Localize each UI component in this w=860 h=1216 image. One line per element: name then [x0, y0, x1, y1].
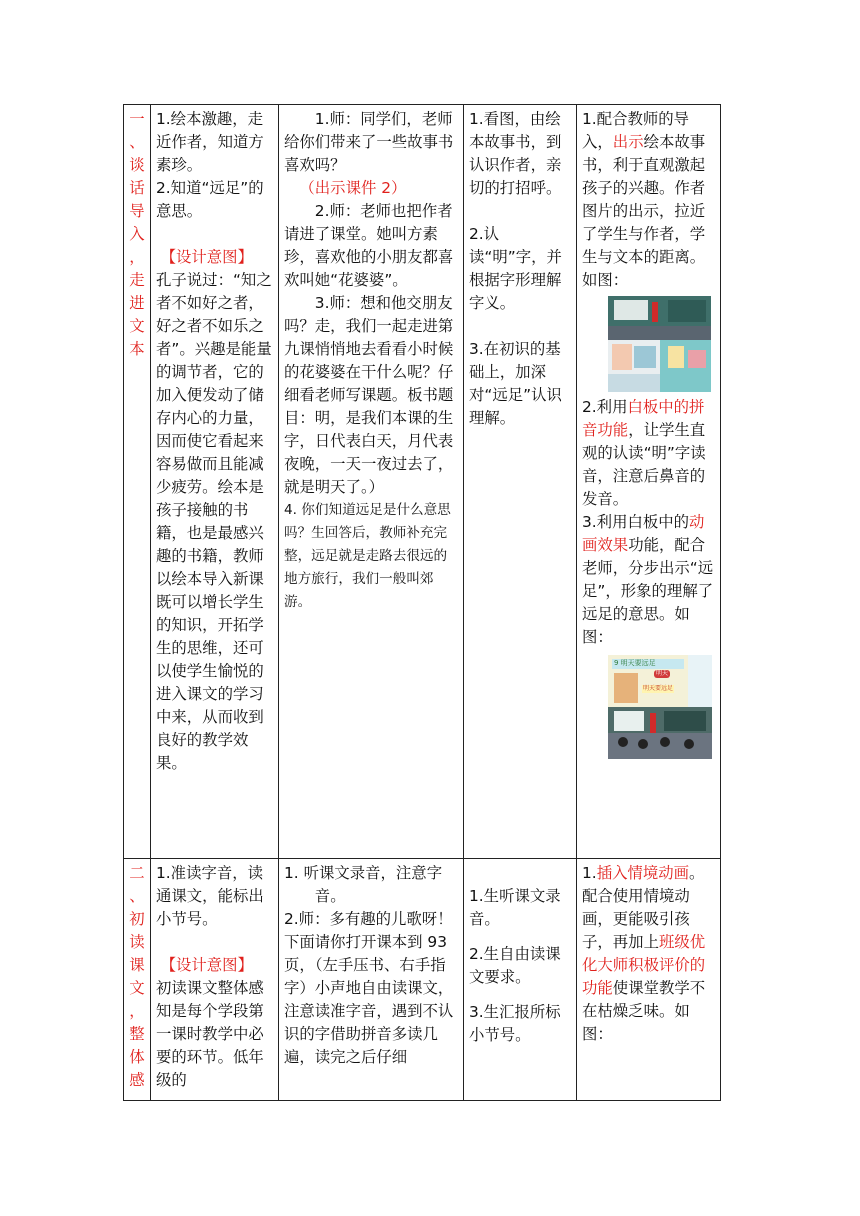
goals-cell: [151, 859, 279, 1101]
media-note: 1.插入情境动画。配合使用情境动画，更能吸引孩子，再加上班级优化大师积极评价的功能使课堂教学不在枯燥乏味。如图：: [582, 864, 706, 1043]
media-note: 2.利用白板中的拼音功能，让学生直观的认读“明”字读音，注意后鼻音的发音。: [582, 398, 706, 508]
stage-char: 本: [129, 340, 145, 358]
table-row: [124, 105, 721, 859]
stage-char: 走: [129, 271, 145, 289]
student-cell: [464, 105, 577, 859]
media-note: 1.配合教师的导入，出示绘本故事书，利于直观激起孩子的兴趣。作者图片的出示，拉近了学生与作者，学生与文本的距离。如图：: [582, 110, 706, 289]
stage-cell: [124, 105, 151, 859]
goal-item: 1.绘本激趣，走近作者，知道方素珍。: [156, 110, 264, 174]
stage-char: ，: [129, 1002, 145, 1020]
stage-char: 话: [129, 179, 145, 197]
student-activity: 3.在初识的基础上，加深对“远足”认识理解。: [469, 340, 562, 427]
stage-char: 课: [129, 956, 145, 974]
stage-char: 整: [129, 1025, 145, 1043]
goals-cell: [151, 105, 279, 859]
student-activity: 3.生汇报所标小节号。: [469, 1003, 561, 1044]
design-intent-heading: 【设计意图】: [160, 956, 253, 974]
stage-char: 体: [129, 1048, 145, 1066]
stage-char: 一: [129, 110, 145, 128]
teacher-step: 4. 你们知道远足是什么意思吗？生回答后，教师补充完整，远足就是走路去很远的地方旅行，我们一般叫郊游。: [284, 502, 451, 610]
design-intent-heading: 【设计意图】: [160, 248, 253, 266]
slide-title: 9 明天要远足: [614, 659, 656, 667]
stage-char: 入: [129, 225, 145, 243]
stage-char: 文: [129, 979, 145, 997]
teacher-step: 1.师：同学们，老师给你们带来了一些故事书喜欢吗？: [284, 110, 454, 174]
goal-item: 2.知道“远足”的意思。: [156, 179, 264, 220]
lesson-plan-table: [123, 104, 721, 1101]
teacher-step: 2.师：多有趣的儿歌呀！下面请你打开课本到 93 页，（左手压书、右手指字）小声地自由读课文，注意读准字音，遇到不认识的字借助拼音多读几遍，读完之后仔细: [284, 910, 454, 1066]
design-intent-text: 孔子说过：“知之者不如好之者，好之者不如乐之者”。兴趣是能量的调节者，它的加入便发动了储存内心的力量，因而使它看起来容易做而且能减少疲劳。绘本是孩子接触的书籍，也是最感兴趣的书籍，教师以绘本导入新课既可以增长学生的知识，开拓学生的思维，还可以使学生愉悦的进入课文的学习中来，从而收到良好的教学效果。: [156, 271, 272, 772]
goal-item: 1.准读字音，读通课文，能标出小节号。: [156, 864, 264, 928]
student-activity: 2.认读“明”字，并根据字形理解字义。: [469, 225, 562, 312]
courseware-note: （出示课件 2）: [299, 179, 407, 197]
stage-char: 谈: [129, 156, 145, 174]
stage-cell: [124, 859, 151, 1101]
courseware-slide-photo: [608, 655, 712, 759]
stage-char: 初: [129, 910, 145, 928]
media-cell: [577, 105, 721, 859]
media-cell: [577, 859, 721, 1101]
stage-char: 读: [129, 933, 145, 951]
media-note: 3.利用白板中的动画效果功能，配合老师，分步出示“远足”，形象的理解了远足的意思。如图：: [582, 513, 714, 646]
stage-char: 、: [129, 133, 145, 151]
teacher-step: 2.师：老师也把作者请进了课堂。她叫方素珍，喜欢他的小朋友都喜欢叫她“花婆婆”。: [284, 202, 454, 289]
student-activity: 1.生听课文录音。: [469, 887, 561, 928]
design-intent-text: 初读课文整体感知是每个学段第一课时教学中必要的环节。低年级的: [156, 979, 264, 1089]
stage-char: 导: [129, 202, 145, 220]
student-activity: 1.看图，由绘本故事书，到认识作者，亲切的打招呼。: [469, 110, 562, 197]
teacher-step: 3.师：想和他交朋友吗？走，我们一起走进第九课悄悄地去看看小时候的花婆婆在干什么呢？仔细看老师写课题。板书题目：明，是我们本课的生字，日代表白天，月代表夜晚，一天一夜过去了，就是明天了。）: [284, 294, 454, 496]
table-row: [124, 859, 721, 1101]
stage-char: ，: [129, 248, 145, 266]
stage-char: 、: [129, 887, 145, 905]
slide-word: 明天要远足: [643, 685, 674, 692]
student-cell: [464, 859, 577, 1101]
teacher-cell: [279, 105, 464, 859]
teacher-step: 1. 听课文录音，注意字音。: [284, 864, 443, 905]
stage-char: 感: [129, 1071, 145, 1089]
stage-char: 二: [129, 864, 145, 882]
student-activity: 2.生自由读课文要求。: [469, 945, 561, 986]
slide-badge: 明天: [656, 670, 669, 677]
stage-char: 文: [129, 317, 145, 335]
teacher-cell: [279, 859, 464, 1101]
stage-char: 进: [129, 294, 145, 312]
classroom-photo-collage: [608, 296, 711, 392]
